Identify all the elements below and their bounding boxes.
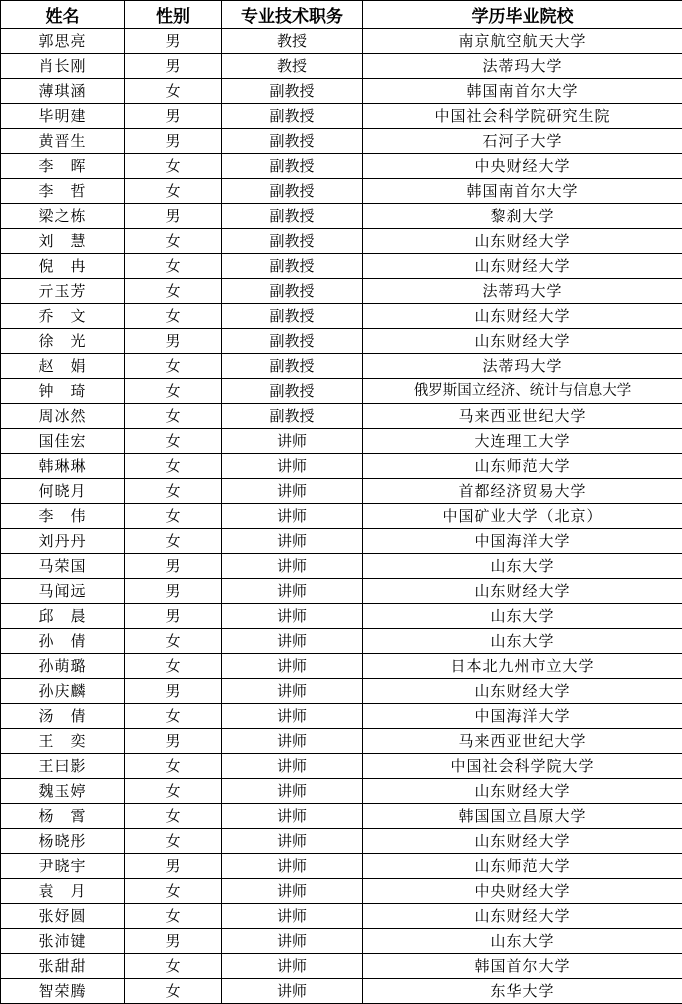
cell-title: 讲师 bbox=[222, 654, 363, 679]
cell-school: 中国社会科学院研究生院 bbox=[363, 104, 682, 129]
cell-title: 讲师 bbox=[222, 954, 363, 979]
cell-title: 讲师 bbox=[222, 779, 363, 804]
cell-name: 钟 琦 bbox=[1, 379, 125, 404]
cell-gender: 女 bbox=[125, 979, 222, 1004]
cell-title: 副教授 bbox=[222, 354, 363, 379]
cell-school: 韩国南首尔大学 bbox=[363, 179, 682, 204]
cell-title: 副教授 bbox=[222, 404, 363, 429]
cell-title: 讲师 bbox=[222, 879, 363, 904]
table-row bbox=[1, 829, 682, 854]
cell-school: 山东财经大学 bbox=[363, 229, 682, 254]
cell-school: 马来西亚世纪大学 bbox=[363, 404, 682, 429]
table-row bbox=[1, 729, 682, 754]
cell-name: 徐 光 bbox=[1, 329, 125, 354]
table-row bbox=[1, 529, 682, 554]
cell-title: 副教授 bbox=[222, 379, 363, 404]
cell-school: 日本北九州市立大学 bbox=[363, 654, 682, 679]
cell-school: 法蒂玛大学 bbox=[363, 354, 682, 379]
cell-school: 山东大学 bbox=[363, 929, 682, 954]
cell-gender: 女 bbox=[125, 829, 222, 854]
cell-gender: 女 bbox=[125, 504, 222, 529]
cell-gender: 男 bbox=[125, 104, 222, 129]
cell-gender: 女 bbox=[125, 479, 222, 504]
cell-name: 毕明建 bbox=[1, 104, 125, 129]
cell-title: 讲师 bbox=[222, 604, 363, 629]
cell-gender: 男 bbox=[125, 604, 222, 629]
cell-title: 副教授 bbox=[222, 79, 363, 104]
table-row bbox=[1, 979, 682, 1004]
cell-school: 黎刹大学 bbox=[363, 204, 682, 229]
cell-gender: 女 bbox=[125, 654, 222, 679]
cell-name: 张甜甜 bbox=[1, 954, 125, 979]
cell-school: 石河子大学 bbox=[363, 129, 682, 154]
cell-school: 中国海洋大学 bbox=[363, 529, 682, 554]
table-row bbox=[1, 629, 682, 654]
cell-title: 讲师 bbox=[222, 704, 363, 729]
cell-name: 孙萌璐 bbox=[1, 654, 125, 679]
cell-name: 王 奕 bbox=[1, 729, 125, 754]
cell-title: 副教授 bbox=[222, 179, 363, 204]
cell-gender: 女 bbox=[125, 529, 222, 554]
cell-name: 魏玉婷 bbox=[1, 779, 125, 804]
cell-gender: 女 bbox=[125, 354, 222, 379]
cell-school: 中央财经大学 bbox=[363, 154, 682, 179]
cell-school: 韩国首尔大学 bbox=[363, 954, 682, 979]
cell-school: 中央财经大学 bbox=[363, 879, 682, 904]
cell-name: 孙庆麟 bbox=[1, 679, 125, 704]
cell-gender: 女 bbox=[125, 279, 222, 304]
cell-school: 大连理工大学 bbox=[363, 429, 682, 454]
cell-gender: 男 bbox=[125, 29, 222, 54]
cell-title: 讲师 bbox=[222, 504, 363, 529]
table-row bbox=[1, 229, 682, 254]
cell-school: 东华大学 bbox=[363, 979, 682, 1004]
cell-school: 山东大学 bbox=[363, 554, 682, 579]
column-header-school: 学历毕业院校 bbox=[363, 1, 682, 29]
cell-gender: 女 bbox=[125, 879, 222, 904]
cell-title: 讲师 bbox=[222, 854, 363, 879]
cell-title: 讲师 bbox=[222, 729, 363, 754]
cell-name: 赵 娟 bbox=[1, 354, 125, 379]
cell-school: 法蒂玛大学 bbox=[363, 54, 682, 79]
cell-gender: 男 bbox=[125, 204, 222, 229]
cell-title: 讲师 bbox=[222, 454, 363, 479]
cell-name: 梁之栋 bbox=[1, 204, 125, 229]
cell-title: 教授 bbox=[222, 54, 363, 79]
cell-title: 讲师 bbox=[222, 929, 363, 954]
cell-title: 讲师 bbox=[222, 754, 363, 779]
cell-name: 薄琪涵 bbox=[1, 79, 125, 104]
cell-title: 讲师 bbox=[222, 554, 363, 579]
cell-school: 中国矿业大学（北京） bbox=[363, 504, 682, 529]
cell-school: 中国社会科学院大学 bbox=[363, 754, 682, 779]
cell-school: 山东财经大学 bbox=[363, 679, 682, 704]
cell-name: 张妤圆 bbox=[1, 904, 125, 929]
table-row bbox=[1, 304, 682, 329]
cell-gender: 女 bbox=[125, 629, 222, 654]
table-row bbox=[1, 179, 682, 204]
cell-name: 郭思亮 bbox=[1, 29, 125, 54]
cell-name: 国佳宏 bbox=[1, 429, 125, 454]
cell-school: 山东财经大学 bbox=[363, 329, 682, 354]
cell-title: 副教授 bbox=[222, 104, 363, 129]
cell-name: 周冰然 bbox=[1, 404, 125, 429]
cell-school: 山东师范大学 bbox=[363, 454, 682, 479]
cell-name: 袁 月 bbox=[1, 879, 125, 904]
cell-title: 讲师 bbox=[222, 979, 363, 1004]
table-row bbox=[1, 554, 682, 579]
table-row bbox=[1, 329, 682, 354]
table-row bbox=[1, 929, 682, 954]
cell-name: 张沛键 bbox=[1, 929, 125, 954]
cell-title: 讲师 bbox=[222, 829, 363, 854]
cell-title: 副教授 bbox=[222, 129, 363, 154]
table-row bbox=[1, 879, 682, 904]
cell-school: 山东财经大学 bbox=[363, 904, 682, 929]
cell-school: 山东财经大学 bbox=[363, 304, 682, 329]
table-row bbox=[1, 29, 682, 54]
cell-title: 讲师 bbox=[222, 529, 363, 554]
cell-title: 讲师 bbox=[222, 579, 363, 604]
column-header-name: 姓名 bbox=[1, 1, 125, 29]
cell-school: 山东财经大学 bbox=[363, 579, 682, 604]
cell-school: 山东师范大学 bbox=[363, 854, 682, 879]
column-header-gender: 性别 bbox=[125, 1, 222, 29]
cell-gender: 女 bbox=[125, 79, 222, 104]
cell-school: 南京航空航天大学 bbox=[363, 29, 682, 54]
table-row bbox=[1, 654, 682, 679]
table-row bbox=[1, 379, 682, 404]
cell-gender: 女 bbox=[125, 754, 222, 779]
table-row bbox=[1, 754, 682, 779]
cell-school: 中国海洋大学 bbox=[363, 704, 682, 729]
table-row bbox=[1, 454, 682, 479]
table-row bbox=[1, 604, 682, 629]
table-row bbox=[1, 204, 682, 229]
table-row bbox=[1, 579, 682, 604]
table-row bbox=[1, 679, 682, 704]
cell-gender: 女 bbox=[125, 904, 222, 929]
table-row bbox=[1, 104, 682, 129]
cell-title: 副教授 bbox=[222, 329, 363, 354]
cell-gender: 男 bbox=[125, 329, 222, 354]
cell-name: 倪 冉 bbox=[1, 254, 125, 279]
cell-name: 王曰影 bbox=[1, 754, 125, 779]
column-header-title: 专业技术职务 bbox=[222, 1, 363, 29]
cell-name: 李 哲 bbox=[1, 179, 125, 204]
cell-gender: 女 bbox=[125, 804, 222, 829]
cell-title: 教授 bbox=[222, 29, 363, 54]
cell-title: 副教授 bbox=[222, 154, 363, 179]
cell-gender: 女 bbox=[125, 954, 222, 979]
cell-gender: 男 bbox=[125, 579, 222, 604]
cell-gender: 女 bbox=[125, 454, 222, 479]
cell-gender: 女 bbox=[125, 379, 222, 404]
cell-name: 肖长刚 bbox=[1, 54, 125, 79]
cell-title: 讲师 bbox=[222, 904, 363, 929]
cell-school: 山东财经大学 bbox=[363, 254, 682, 279]
table-row bbox=[1, 779, 682, 804]
table-row bbox=[1, 404, 682, 429]
cell-name: 刘 慧 bbox=[1, 229, 125, 254]
cell-gender: 女 bbox=[125, 304, 222, 329]
cell-title: 副教授 bbox=[222, 304, 363, 329]
cell-name: 李 伟 bbox=[1, 504, 125, 529]
table-body bbox=[1, 29, 682, 1004]
cell-name: 黄晋生 bbox=[1, 129, 125, 154]
table-row bbox=[1, 479, 682, 504]
table-row bbox=[1, 429, 682, 454]
cell-name: 乔 文 bbox=[1, 304, 125, 329]
table-row bbox=[1, 804, 682, 829]
cell-school: 俄罗斯国立经济、统计与信息大学 bbox=[363, 379, 682, 404]
cell-gender: 男 bbox=[125, 729, 222, 754]
cell-school: 韩国国立昌原大学 bbox=[363, 804, 682, 829]
table-row bbox=[1, 854, 682, 879]
table-row bbox=[1, 904, 682, 929]
cell-school: 马来西亚世纪大学 bbox=[363, 729, 682, 754]
cell-name: 尹晓宇 bbox=[1, 854, 125, 879]
cell-school: 韩国南首尔大学 bbox=[363, 79, 682, 104]
cell-school: 山东财经大学 bbox=[363, 829, 682, 854]
table-row bbox=[1, 129, 682, 154]
cell-title: 副教授 bbox=[222, 204, 363, 229]
table-row bbox=[1, 279, 682, 304]
cell-name: 韩琳琳 bbox=[1, 454, 125, 479]
table-row bbox=[1, 954, 682, 979]
cell-title: 讲师 bbox=[222, 479, 363, 504]
table-row bbox=[1, 354, 682, 379]
table-row bbox=[1, 704, 682, 729]
cell-title: 副教授 bbox=[222, 254, 363, 279]
table-row bbox=[1, 54, 682, 79]
cell-gender: 女 bbox=[125, 179, 222, 204]
cell-gender: 男 bbox=[125, 679, 222, 704]
cell-gender: 女 bbox=[125, 779, 222, 804]
cell-gender: 女 bbox=[125, 429, 222, 454]
cell-gender: 男 bbox=[125, 854, 222, 879]
cell-gender: 男 bbox=[125, 129, 222, 154]
cell-name: 亓玉芳 bbox=[1, 279, 125, 304]
table-row bbox=[1, 504, 682, 529]
cell-school: 山东财经大学 bbox=[363, 779, 682, 804]
cell-gender: 女 bbox=[125, 154, 222, 179]
cell-school: 首都经济贸易大学 bbox=[363, 479, 682, 504]
cell-school: 法蒂玛大学 bbox=[363, 279, 682, 304]
cell-name: 马荣国 bbox=[1, 554, 125, 579]
cell-gender: 女 bbox=[125, 704, 222, 729]
cell-school: 山东大学 bbox=[363, 604, 682, 629]
cell-name: 邱 晨 bbox=[1, 604, 125, 629]
cell-title: 讲师 bbox=[222, 629, 363, 654]
cell-name: 马闻远 bbox=[1, 579, 125, 604]
cell-name: 李 晖 bbox=[1, 154, 125, 179]
cell-gender: 男 bbox=[125, 929, 222, 954]
cell-title: 讲师 bbox=[222, 679, 363, 704]
cell-title: 副教授 bbox=[222, 279, 363, 304]
cell-name: 智荣腾 bbox=[1, 979, 125, 1004]
cell-name: 孙 倩 bbox=[1, 629, 125, 654]
cell-title: 副教授 bbox=[222, 229, 363, 254]
cell-gender: 男 bbox=[125, 54, 222, 79]
cell-name: 杨 霄 bbox=[1, 804, 125, 829]
cell-name: 何晓月 bbox=[1, 479, 125, 504]
cell-gender: 女 bbox=[125, 229, 222, 254]
cell-gender: 女 bbox=[125, 404, 222, 429]
cell-school: 山东大学 bbox=[363, 629, 682, 654]
cell-name: 汤 倩 bbox=[1, 704, 125, 729]
cell-name: 刘丹丹 bbox=[1, 529, 125, 554]
cell-title: 讲师 bbox=[222, 429, 363, 454]
cell-gender: 女 bbox=[125, 254, 222, 279]
header-row bbox=[1, 1, 682, 29]
table-row bbox=[1, 154, 682, 179]
table-row bbox=[1, 79, 682, 104]
table-row bbox=[1, 254, 682, 279]
cell-gender: 男 bbox=[125, 554, 222, 579]
cell-name: 杨晓彤 bbox=[1, 829, 125, 854]
cell-title: 讲师 bbox=[222, 804, 363, 829]
table-header bbox=[1, 1, 682, 29]
